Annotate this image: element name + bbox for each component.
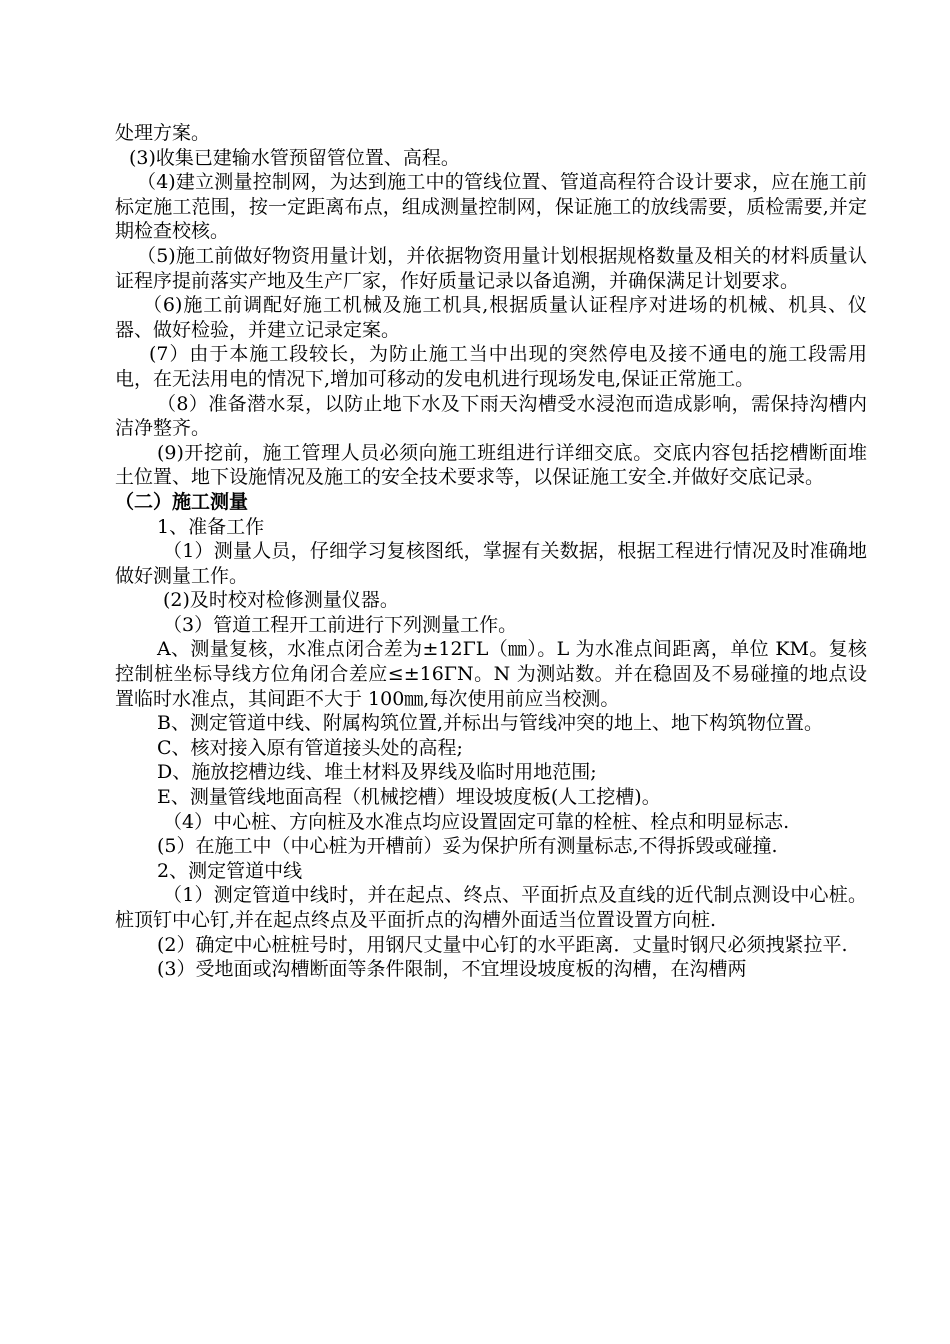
paragraph: （8）准备潜水泵，以防止地下水及下雨天沟槽受水浸泡而造成影响，需保持沟槽内洁净整齐。: [115, 392, 867, 440]
paragraph: B、测定管道中线、附属构筑位置,并标出与管线冲突的地上、地下构筑物位置。: [157, 712, 824, 735]
paragraph: (3）受地面或沟槽断面等条件限制，不宜埋设坡度板的沟槽，在沟槽两: [157, 958, 747, 981]
paragraph: C、核对接入原有管道接头处的高程;: [157, 736, 463, 759]
paragraph: (2）确定中心桩桩号时，用钢尺丈量中心钉的水平距离．丈量时钢尺必须拽紧拉平.: [157, 933, 848, 956]
paragraph: A、测量复核，水准点闭合差为±12ΓL（㎜）。L 为水准点间距离，单位 KM。复核控制桩坐标导线方位角闭合差应≤±16ΓN。N 为测站数。并在稳固及不易碰撞的地点设置临时水准点，其间距不大于 100㎜,每次使用前应当校测。: [115, 638, 867, 710]
paragraph: （3）管道工程开工前进行下列测量工作。: [163, 613, 518, 636]
paragraph: （4）中心桩、方向桩及水准点均应设置固定可靠的栓桩、栓点和明显标志.: [163, 810, 790, 833]
paragraph: (7）由于本施工段较长，为防止施工当中出现的突然停电及接不通电的施工段需用电，在无法用电的情况下,增加可移动的发电机进行现场发电,保证正常施工。: [115, 343, 867, 390]
paragraph: E、测量管线地面高程（机械挖槽）埋设坡度板(人工挖槽)。: [157, 786, 661, 809]
paragraph: （4)建立测量控制网，为达到施工中的管线位置、管道高程符合设计要求，应在施工前标定施工范围，按一定距离布点，组成测量控制网，保证施工的放线需要，质检需要,并定期检查校核。: [115, 171, 867, 243]
section-heading: （二）施工测量: [115, 490, 249, 513]
document-body: [115, 121, 867, 982]
paragraph: (9)开挖前，施工管理人员必须向施工班组进行详细交底。交底内容包括挖槽断面堆土位置、地下设施情况及施工的安全技术要求等，以保证施工安全.并做好交底记录。: [115, 441, 867, 489]
paragraph: （1）测定管道中线时，并在起点、终点、平面折点及直线的近代制点测设中心桩。桩顶钉中心钉,并在起点终点及平面折点的沟槽外面适当位置设置方向桩.: [115, 884, 867, 931]
paragraph: （1）测量人员，仔细学习复核图纸，掌握有关数据，根据工程进行情况及时准确地做好测量工作。: [115, 540, 867, 587]
subsection-title: 2、测定管道中线: [157, 859, 303, 882]
paragraph: D、施放挖槽边线、堆土材料及界线及临时用地范围;: [157, 761, 597, 784]
paragraph: （5)施工前做好物资用量计划，并依据物资用量计划根据规格数量及相关的材料质量认证程序提前落实产地及生产厂家，作好质量记录以备追溯，并确保满足计划要求。: [115, 244, 867, 292]
paragraph: (2)及时校对检修测量仪器。: [163, 589, 399, 612]
paragraph: (3)收集已建输水管预留管位置、高程。: [129, 146, 460, 169]
paragraph: 处理方案。: [115, 122, 211, 144]
subsection-title: 1、准备工作: [157, 515, 265, 538]
paragraph: (5）在施工中（中心桩为开槽前）妥为保护所有测量标志,不得拆毁或碰撞.: [157, 835, 778, 858]
paragraph: （6)施工前调配好施工机械及施工机具,根据质量认证程序对进场的机械、机具、仪器、做好检验，并建立记录定案。: [115, 294, 867, 341]
